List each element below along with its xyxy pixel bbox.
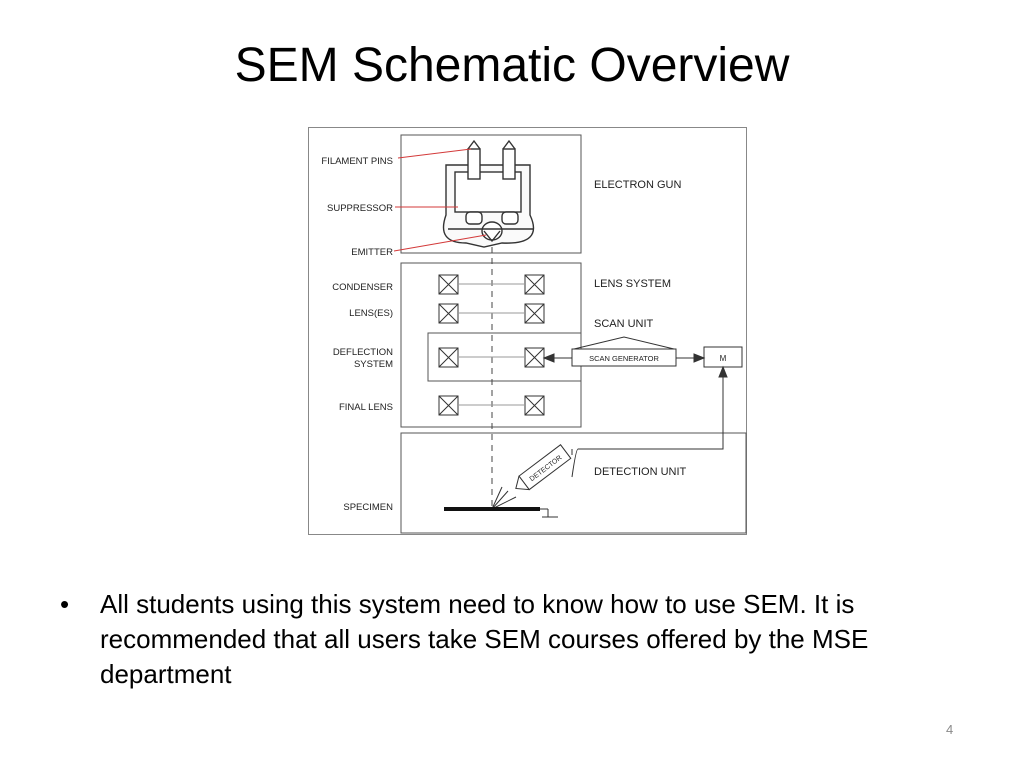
gun-insulator-left [466, 212, 482, 224]
label-scan-unit: SCAN UNIT [594, 318, 654, 330]
emitter-tip [482, 222, 502, 240]
bullet-marker: • [60, 589, 70, 619]
label-filament-pins: FILAMENT PINS [321, 156, 393, 167]
label-emitter: EMITTER [351, 247, 393, 258]
filament-pin-right [503, 149, 515, 179]
bullet-text: All students using this system need to know how to use SEM. It is recommended that all users take SEM courses offered by the MSE department [100, 589, 869, 689]
label-deflection-line1: DEFLECTION [332, 347, 393, 358]
label-specimen: SPECIMEN [343, 502, 393, 513]
label-lens-system: LENS SYSTEM [594, 278, 672, 290]
detector-label: DETECTOR [528, 454, 564, 484]
label-detection-unit: DETECTION UNIT [594, 466, 687, 478]
bullet-item [60, 587, 960, 692]
label-monitor: M [719, 354, 727, 363]
page-number: 4 [946, 722, 954, 737]
label-final-lens: FINAL LENS [338, 402, 393, 413]
label-electron-gun: ELECTRON GUN [594, 179, 682, 191]
filament-pin-left [468, 149, 480, 179]
label-suppressor: SUPPRESSOR [327, 203, 393, 214]
label-condenser: CONDENSER [332, 282, 393, 293]
gun-insulator-right [502, 212, 518, 224]
sem-schematic-diagram [308, 127, 748, 537]
label-scan-generator: SCAN GENERATOR [589, 354, 659, 363]
slide-title: SEM Schematic Overview [234, 39, 790, 92]
label-lenses: LENS(ES) [349, 308, 393, 319]
label-deflection-line2: SYSTEM [353, 359, 393, 370]
bullet-list [60, 587, 960, 692]
